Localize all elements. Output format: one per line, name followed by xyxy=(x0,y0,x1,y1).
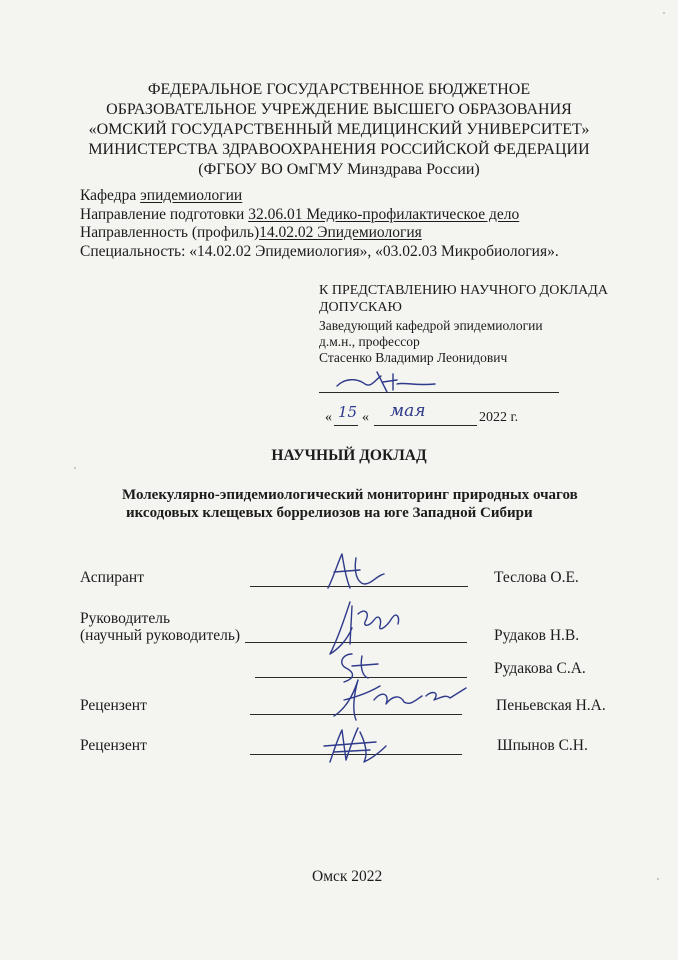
city-year: Омск 2022 xyxy=(312,868,383,885)
scan-speck xyxy=(657,878,659,880)
name-aspirant: Теслова О.Е. xyxy=(494,569,579,586)
role-reviewer-2: Рецензент xyxy=(80,737,147,754)
name-reviewer-2: Шпынов С.Н. xyxy=(497,737,588,754)
focus-line xyxy=(80,224,422,243)
header-line-5: (ФГБОУ ВО ОмГМУ Минздрава России) xyxy=(198,161,480,178)
approval-line-5: Стасенко Владимир Леонидович xyxy=(319,350,508,365)
report-title-line-2: иксодовых клещевых боррелиозов на юге Западной Сибири xyxy=(126,505,533,521)
report-type: НАУЧНЫЙ ДОКЛАД xyxy=(271,447,427,464)
institution-header xyxy=(0,80,678,180)
scan-speck xyxy=(74,467,76,469)
signature-reviewer-2-icon xyxy=(320,722,390,766)
approval-date-open-2: « xyxy=(362,410,369,425)
role-reviewer-1: Рецензент xyxy=(80,697,147,714)
role-supervisor: Руководитель xyxy=(80,610,171,627)
department-label: Кафедра xyxy=(80,187,141,204)
approval-line-3: Заведующий кафедрой эпидемиологии xyxy=(319,318,543,333)
direction-value: 32.06.01 Медико-профилактическое дело xyxy=(248,205,520,223)
head-signature-icon xyxy=(335,368,445,398)
approval-line-4: д.м.н., профессор xyxy=(319,334,420,349)
header-line-3: «ОМСКИЙ ГОСУДАРСТВЕННЫЙ МЕДИЦИНСКИЙ УНИВЕРСИТЕТ» xyxy=(88,121,590,138)
focus-value: 14.02.02 Эпидемиология xyxy=(259,224,422,241)
approval-line-1: К ПРЕДСТАВЛЕНИЮ НАУЧНОГО ДОКЛАДА xyxy=(319,283,608,298)
signature-reviewer-1-icon xyxy=(330,676,470,724)
name-reviewer-1: Пеньевская Н.А. xyxy=(496,697,606,714)
approval-date-open-1: « xyxy=(325,410,332,425)
focus-label: Направленность (профиль) xyxy=(80,224,260,241)
name-cosupervisor: Рудакова С.А. xyxy=(494,660,586,677)
approval-day: 15 xyxy=(338,403,358,421)
scan-speck xyxy=(663,12,665,14)
approval-year: 2022 г. xyxy=(479,410,519,425)
day-underline xyxy=(334,425,358,426)
approval-month: мая xyxy=(390,401,426,421)
approval-line-2: ДОПУСКАЮ xyxy=(319,300,402,315)
report-title-line-1: Молекулярно-эпидемиологический мониторинг природных очагов xyxy=(122,487,578,503)
department-line xyxy=(80,187,242,206)
direction-label: Направление подготовки xyxy=(80,205,249,223)
signature-aspirant-icon xyxy=(320,548,390,594)
header-line-1: ФЕДЕРАЛЬНОЕ ГОСУДАРСТВЕННОЕ БЮДЖЕТНОЕ xyxy=(147,81,531,98)
role-aspirant: Аспирант xyxy=(80,569,144,586)
header-line-2: ОБРАЗОВАТЕЛЬНОЕ УЧРЕЖДЕНИЕ ВЫСШЕГО ОБРАЗОВАНИЯ xyxy=(106,101,572,118)
month-underline xyxy=(374,425,477,426)
header-line-4: МИНИСТЕРСТВА ЗДРАВООХРАНЕНИЯ РОССИЙСКОЙ ФЕДЕРАЦИИ xyxy=(88,141,590,158)
role-supervisor-sub: (научный руководитель) xyxy=(80,627,241,644)
specialty-line: Специальность: «14.02.02 Эпидемиология», «03.02.03 Микробиология». xyxy=(80,242,559,260)
name-supervisor: Рудаков Н.В. xyxy=(494,627,580,644)
department-value: эпидемиологии xyxy=(140,187,243,204)
direction-line xyxy=(80,206,519,225)
